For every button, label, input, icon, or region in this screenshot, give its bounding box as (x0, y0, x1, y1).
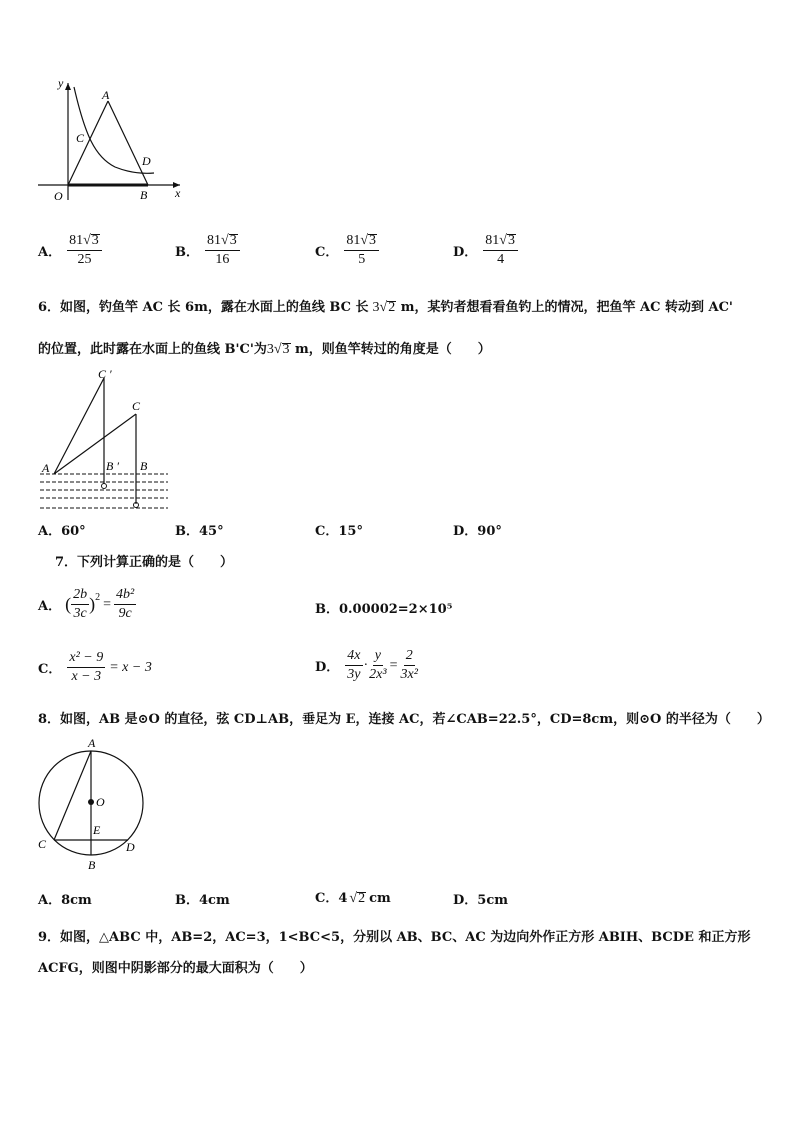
q7-option-c[interactable]: C． $\frac{\text{x² − 9}}{x - 3}$ = x − 3 (38, 650, 152, 684)
q8-figure (30, 733, 150, 873)
label-b: B (140, 188, 148, 202)
label-o: O (54, 189, 63, 203)
q6-option-d[interactable]: D．90° (453, 524, 502, 539)
q8-option-b[interactable]: B．4cm (175, 893, 230, 908)
label-a: A (42, 461, 50, 475)
label-b: B (140, 459, 148, 473)
q7-option-a[interactable]: A． ( $\frac{2b}{3c}$ ) $^2$ = $\frac{\text{4b²}}{9c}$ (38, 587, 135, 621)
segment-ac (54, 751, 91, 840)
label-c: C (76, 131, 85, 145)
label-y: y (58, 76, 64, 90)
label-b-prime: B ′ (106, 459, 119, 473)
q8-stem: 8．如图，AB 是⊙O 的直径，弦 CD⊥AB，垂足为 E，连接 AC，若∠CAB=22.5°，CD=8cm，则⊙O 的半径为（ ） (38, 712, 770, 727)
label-c-prime: C ′ (98, 367, 112, 381)
q6-option-c[interactable]: C．15° (315, 524, 363, 539)
label-c: C (132, 399, 141, 413)
q5-option-a[interactable]: A． $\frac{81√3}{25}$ (38, 233, 102, 268)
q6-option-b[interactable]: B．45° (175, 524, 224, 539)
label-c: C (38, 837, 47, 851)
q8-option-c[interactable]: C．4 √2 cm (315, 891, 391, 906)
label-a: A (102, 88, 110, 102)
q5-option-d[interactable]: D． $\frac{81√3}{4}$ (453, 233, 518, 268)
label-d: D (142, 154, 151, 168)
label-o: O (96, 795, 105, 809)
q7-option-b[interactable]: B．0.00002=2×10⁵ (315, 602, 453, 617)
q9-stem-line2: ACFG，则图中阴影部分的最大面积为（ ） (38, 961, 313, 976)
label-d: D (126, 840, 135, 854)
q6-stem-line1: 6．如图，钓鱼竿 AC 长 6m，露在水面上的鱼线 BC 长 3√2 m，某钓者想看看鱼钓上的情况，把鱼竿 AC 转动到 AC' (38, 300, 733, 315)
q8-option-a[interactable]: A．8cm (38, 893, 92, 908)
label-b: B (88, 858, 96, 872)
segment-ab (108, 101, 148, 185)
label-e: E (93, 823, 101, 837)
q8-option-d[interactable]: D．5cm (453, 893, 508, 908)
q5-figure (30, 75, 190, 205)
q6-figure (36, 366, 176, 512)
q7-stem: 7．下列计算正确的是（ ） (55, 555, 234, 570)
q5-option-b[interactable]: B． $\frac{81√3}{16}$ (175, 233, 240, 268)
q9-stem-line1: 9．如图，△ABC 中，AB=2，AC=3，1<BC<5，分别以 AB、BC、AC 为边向外作正方形 ABIH、BCDE 和正方形 (38, 930, 751, 945)
q6-option-a[interactable]: A．60° (38, 524, 86, 539)
segment-oa (68, 101, 108, 185)
q6-stem-line2: 的位置，此时露在水面上的鱼线 B'C'为3√3 m，则鱼竿转过的角度是（ ） (38, 342, 491, 357)
q7-option-d[interactable]: D． $\frac{4x}{3y}$ · $\frac{y}{\text{2x³}}$ = $\frac{2}{\text{3x²}}$ (315, 648, 418, 682)
q5-option-c[interactable]: C． $\frac{81√3}{5}$ (315, 233, 379, 268)
center-point (88, 799, 94, 805)
label-x: x (175, 186, 181, 200)
label-a: A (88, 736, 96, 750)
